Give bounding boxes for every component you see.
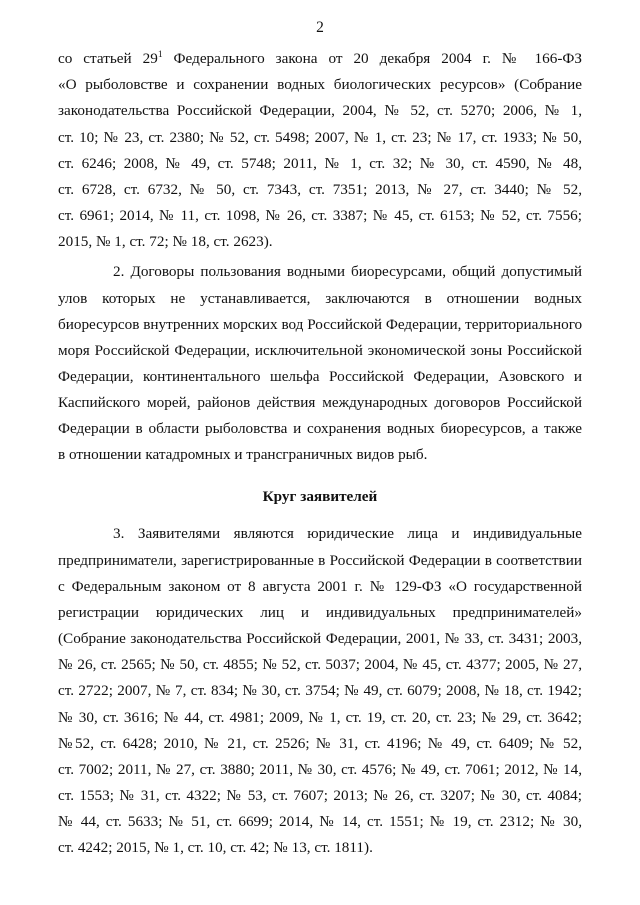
- paragraph-1-line: ст. 6961; 2014, № 11, ст. 1098, № 26, ст. 3387; № 45, ст. 6153; № 52, ст. 7556;: [58, 207, 582, 224]
- paragraph-2-line: Каспийского морей, районов действия международных договоров Российской: [58, 394, 582, 411]
- paragraph-1-line-1: [58, 49, 582, 69]
- paragraph-1-line: ст. 6728, ст. 6732, № 50, ст. 7343, ст. 7351; 2013, № 27, ст. 3440; № 52,: [58, 181, 582, 198]
- paragraph-1-line: ст. 6246; 2008, № 49, ст. 5748; 2011, № 1, ст. 32; № 30, ст. 4590, № 48,: [58, 155, 582, 172]
- paragraph-1-line: «О рыболовстве и сохранении водных биологических ресурсов» (Собрание: [58, 76, 582, 93]
- paragraph-3-line: №52, ст. 6428; 2010, № 21, ст. 2526; № 31, ст. 4196; № 49, ст. 6409; № 52,: [58, 735, 582, 752]
- paragraph-2-line: биоресурсов внутренних морских вод Российской Федерации, территориального: [58, 316, 583, 333]
- paragraph-3-first-line: 3. Заявителями являются юридические лица и индивидуальные: [113, 525, 582, 542]
- paragraph-2-line: Федерации, континентального шельфа Российской Федерации, Азовского и: [58, 368, 582, 385]
- article-superscript: 1: [157, 50, 163, 60]
- paragraph-3-line: ст. 1553; № 31, ст. 4322; № 53, ст. 7607; 2013; № 26, ст. 3207; № 30, ст. 4084;: [58, 787, 582, 804]
- section-heading: Круг заявителей: [262, 488, 378, 505]
- paragraph-3-line: ст. 7002; 2011, № 27, ст. 3880; 2011, № 30, ст. 4576; № 49, ст. 7061; 2012, № 14,: [58, 761, 582, 778]
- paragraph-1-line: законодательства Российской Федерации, 2004, № 52, ст. 5270; 2006, № 1,: [58, 102, 582, 119]
- paragraph-2-last-line: в отношении катадромных и трансграничных видов рыб.: [58, 446, 428, 463]
- paragraph-3-line: ст. 2722; 2007, № 7, ст. 834; № 30, ст. 3754; № 49, ст. 6079; 2008, № 18, ст. 1942;: [58, 682, 582, 699]
- paragraph-3-line: № 26, ст. 2565; № 50, ст. 4855; № 52, ст. 5037; 2004, № 45, ст. 4377; 2005, № 27,: [58, 656, 582, 673]
- line-1-end: Федерального закона от 20 декабря 2004 г. № 166-ФЗ: [162, 50, 582, 67]
- paragraph-2-line: моря Российской Федерации, исключительной экономической зоны Российской: [58, 342, 582, 359]
- paragraph-3-line: с Федеральным законом от 8 августа 2001 г. № 129-ФЗ «О государственной: [58, 578, 582, 595]
- paragraph-3-line: № 44, ст. 5633; № 51, ст. 6699; 2014, № 14, ст. 1551; № 19, ст. 2312; № 30,: [58, 813, 582, 830]
- paragraph-2-line: улов которых не устанавливается, заключаются в отношении водных: [58, 290, 582, 307]
- line-1-start: со статьей 29: [58, 50, 158, 67]
- paragraph-1-last-line: 2015, № 1, ст. 72; № 18, ст. 2623).: [58, 233, 273, 250]
- paragraph-3-line: № 30, ст. 3616; № 44, ст. 4981; 2009, № 1, ст. 19, ст. 20, ст. 23; № 29, ст. 3642;: [58, 709, 582, 726]
- paragraph-3-last-line: ст. 4242; 2015, № 1, ст. 10, ст. 42; № 13, ст. 1811).: [58, 839, 373, 856]
- page-number: 2: [316, 19, 324, 36]
- paragraph-2-first-line: 2. Договоры пользования водными биоресурсами, общий допустимый: [113, 263, 582, 280]
- paragraph-3-line: регистрации юридических лиц и индивидуальных предпринимателей»: [58, 604, 582, 621]
- paragraph-3-line: предприниматели, зарегистрированные в Российской Федерации в соответствии: [58, 552, 582, 569]
- paragraph-1-line: ст. 10; № 23, ст. 2380; № 52, ст. 5498; 2007, № 1, ст. 23; № 17, ст. 1933; № 50,: [58, 129, 582, 146]
- paragraph-3-line: (Собрание законодательства Российской Федерации, 2001, № 33, ст. 3431; 2003,: [58, 630, 582, 647]
- paragraph-2-line: Федерации в области рыболовства и сохранения водных биоресурсов, а также: [58, 420, 582, 437]
